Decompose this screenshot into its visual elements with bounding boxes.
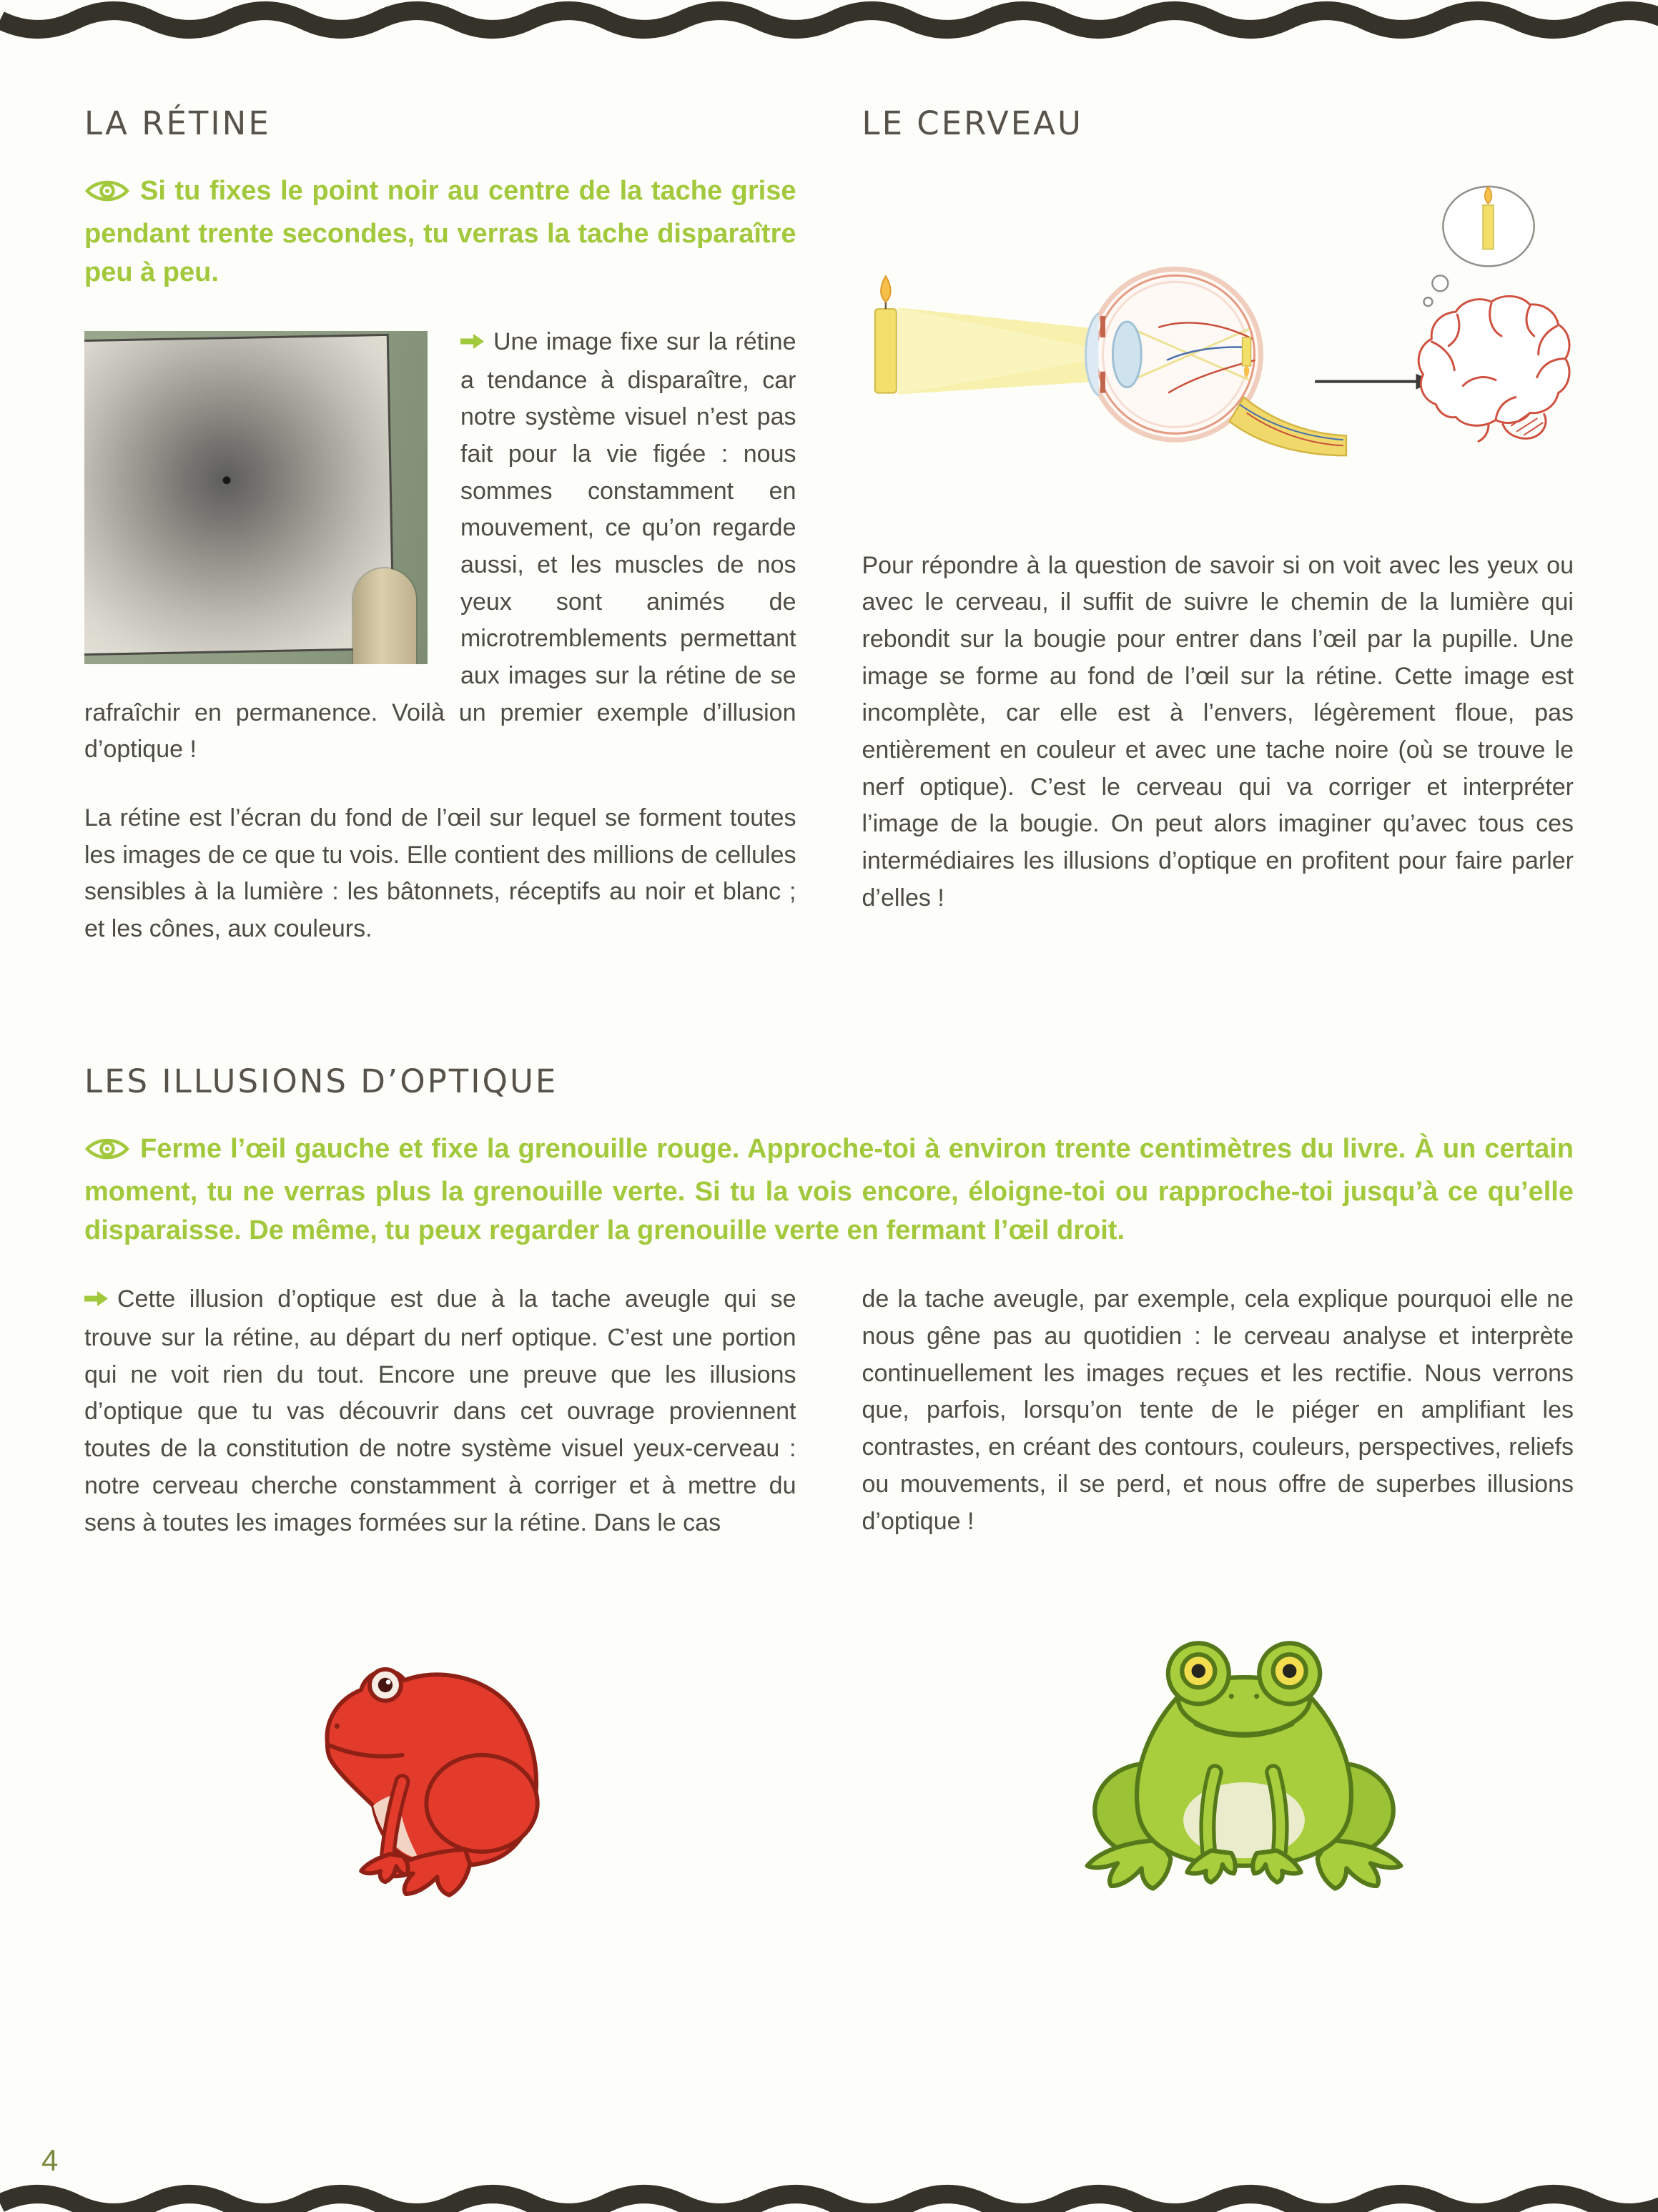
illusions-instruction	[84, 1130, 1574, 1250]
retine-paragraph-1-text: Une image fixe sur la rétine a tendance à disparaître, car notre système visuel n’est pas fait pour la vie figée : nous sommes constamment en mouvement, ce qu’on regarde aussi, et les muscles de nos yeux sont animés de microtremblements permettant aux images sur la rétine de se rafraîchir en permanence. Voilà un premier exemple d’illusion d’optique !	[84, 327, 796, 764]
eye-brain-diagram	[862, 168, 1574, 524]
black-fixation-dot	[222, 476, 230, 484]
red-frog-illustration	[286, 1634, 601, 1906]
grey-spot-photo	[84, 331, 428, 664]
cerveau-paragraph: Pour répondre à la question de savoir si on voit avec les yeux ou avec le cerveau, il suffit de suivre le chemin de la lumière qui rebondit sur la bougie pour entrer dans l’œil par la pupille. Une image se forme au fond de l’œil sur la rétine. Cette image est incomplète, car elle est à l’envers, légèrement floue, pas entièrement en couleur et avec une tache noire (où se trouve le nerf optique). C’est le cerveau qui va corriger et interpréter l’image de la bougie. On peut alors imaginer qu’avec tous ces intermédiaires les illusions d’optique en profitent pour faire parler d’elles !	[862, 551, 1574, 912]
retine-paragraph-2: La rétine est l’écran du fond de l’œil sur lequel se forment toutes les images de ce que tu vois. Elle contient des millions de cellules sensibles à la lumière : les bâtonnets, réceptifs au noir et blanc ; et les cônes, aux couleurs.	[84, 804, 796, 942]
top-row	[84, 104, 1574, 979]
frogs-row	[84, 1606, 1574, 2006]
retine-instruction	[84, 172, 796, 292]
arrow-icon	[460, 325, 485, 362]
grey-spot-paper	[84, 334, 395, 656]
illusions-instruction-text: Ferme l’œil gauche et fixe la grenouille rouge. Approche-toi à environ trente centimètres du livre. À un certain moment, tu ne verras plus la grenouille verte. Si tu la vois encore, éloigne-toi ou rapproche-toi jusqu’à ce qu’elle disparaisse. De même, tu peux regarder la grenouille verte en fermant l’œil droit.	[84, 1133, 1574, 1245]
scallop-top-border	[0, 0, 1658, 43]
retine-column	[84, 104, 796, 979]
illusions-paragraph-left-text: Cette illusion d’optique est due à la tache aveugle qui se trouve sur la rétine, au départ du nerf optique. C’est une portion qui ne voit rien du tout. Encore une preuve que les illusions d’optique que tu vas découvrir dans cet ouvrage proviennent toutes de la constitution de notre système visuel yeux-cerveau : notre cerveau cherche constamment à corriger et à mettre du sens à toutes les images formées sur la rétine. Dans le cas	[84, 1285, 796, 1536]
retine-heading: LA RÉTINE	[84, 104, 271, 142]
photo-candle-object	[353, 568, 416, 664]
eye-icon	[84, 177, 130, 215]
arrow-icon	[84, 1283, 109, 1320]
scallop-bottom-border	[0, 2178, 1658, 2212]
green-frog-illustration	[1080, 1617, 1408, 1903]
illusions-col-right	[862, 1281, 1574, 1573]
page-number: 4	[41, 2143, 59, 2177]
illusions-section	[84, 1062, 1574, 2007]
illusions-columns	[84, 1281, 1574, 1573]
illusions-paragraph-left	[84, 1281, 796, 1541]
illusions-paragraph-right: de la tache aveugle, par exemple, cela explique pourquoi elle ne nous gêne pas au quotidien : le cerveau analyse et interprète continuellement les images reçues et les rectifie. Nous verrons que, parfois, lorsqu’on tente de le piéger en amplifiant les contrastes, en créant des contours, couleurs, perspectives, reliefs ou mouvements, il se perd, et nous offre de superbes illusions d’optique !	[862, 1285, 1574, 1535]
cerveau-column	[862, 104, 1574, 979]
page-content	[0, 43, 1658, 2006]
retine-flow	[84, 324, 796, 948]
cerveau-heading: LE CERVEAU	[862, 104, 1083, 142]
eye-brain-diagram-wrap	[862, 168, 1574, 528]
illusions-col-left	[84, 1281, 796, 1573]
retine-instruction-text: Si tu fixes le point noir au centre de la tache grise pendant trente secondes, tu verras la tache disparaître peu à peu.	[84, 176, 796, 287]
illusions-heading: LES ILLUSIONS D’OPTIQUE	[84, 1062, 558, 1100]
eye-icon	[84, 1135, 130, 1173]
